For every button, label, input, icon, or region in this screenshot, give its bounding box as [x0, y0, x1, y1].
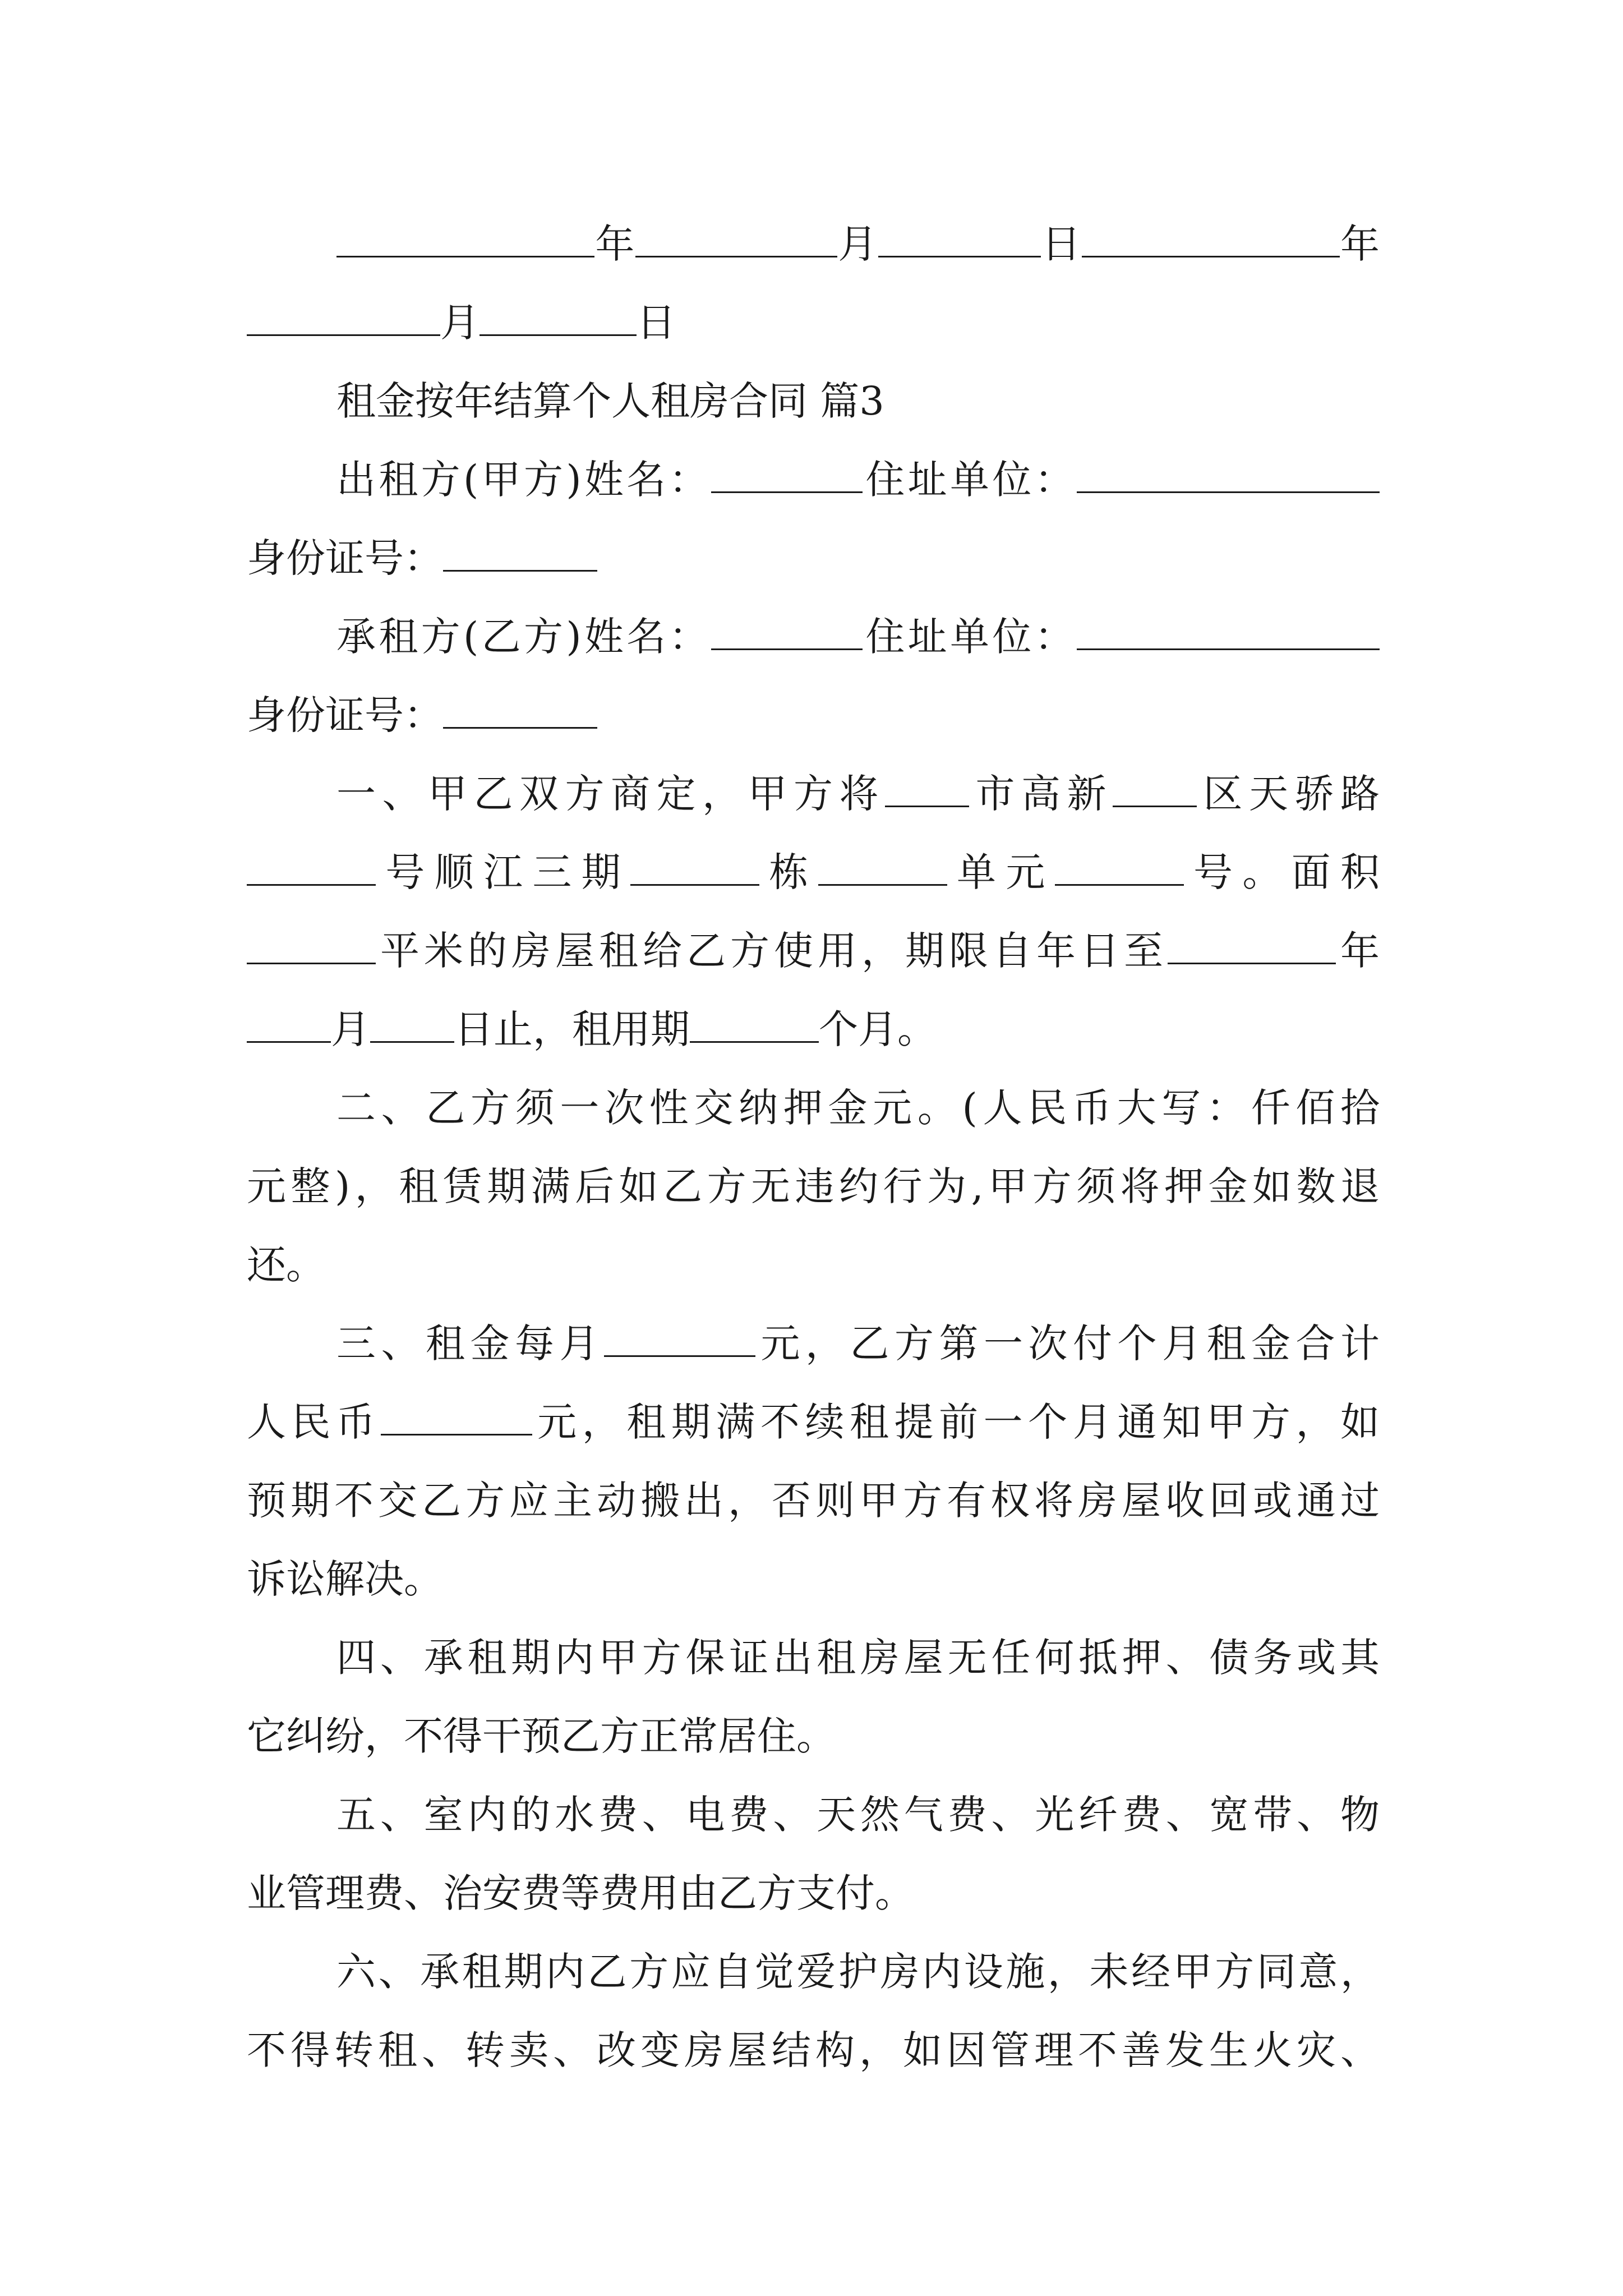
blank-field: [885, 772, 969, 807]
clause-4-line-1: 四、承租期内甲方保证出租房屋无任何抵押、债务或其: [336, 1635, 1380, 1681]
blank-field: [635, 222, 837, 257]
text: 年: [1336, 928, 1380, 974]
lessee-line: [336, 597, 1380, 676]
clause-3-line-3: 预期不交乙方应主动搬出，否则甲方有权将房屋收回或通过: [247, 1478, 1380, 1524]
blank-field: [1168, 929, 1336, 964]
clause-2-line-1: 二、乙方须一次性交纳押金元。(人民币大写：仟佰拾: [336, 1085, 1380, 1131]
blank-field: [370, 1007, 454, 1043]
blank-field: [1113, 772, 1197, 807]
lessor-address-label: 住址单位：: [862, 457, 1077, 503]
clause-1-line-2: [247, 833, 1380, 912]
lessee-name-label: 承租方(乙方)姓名：: [336, 614, 711, 660]
blank-field: [247, 301, 440, 336]
clause-5-line-1: 五、室内的水费、电费、天然气费、光纤费、宽带、物: [336, 1792, 1380, 1838]
blank-field: [818, 850, 947, 886]
blank-field: [878, 222, 1041, 257]
lessee-name-blank: [711, 615, 863, 650]
clause-6-line-1: 六、承租期内乙方应自觉爱护房内设施，未经甲方同意，: [336, 1949, 1380, 1995]
lessee-id-label: 身份证号：: [247, 692, 443, 738]
clause-1-line-3: [247, 912, 1380, 990]
text: 三、租金每月: [336, 1320, 604, 1366]
text: 市高新: [969, 771, 1113, 817]
text: 一、甲乙双方商定，甲方将: [336, 771, 885, 817]
clause-2-line-2: 元整)，租赁期满后如乙方无违约行为,甲方须将押金如数退: [247, 1163, 1380, 1209]
clause-3-line-4: 诉讼解决。: [247, 1556, 443, 1602]
text: 日: [1040, 221, 1082, 267]
text: 平米的房屋租给乙方使用，期限自年日至: [376, 928, 1168, 974]
clause-6-line-2: 不得转租、转卖、改变房屋结构，如因管理不善发生火灾、: [247, 2027, 1380, 2073]
clause-4-line-2: 它纠纷，不得干预乙方正常居住。: [247, 1713, 836, 1759]
lessor-id-line: [247, 519, 1380, 597]
text: 号。面积: [1183, 849, 1380, 895]
text: 区天骄路: [1197, 771, 1380, 817]
text: 日止，租用期: [454, 1006, 690, 1052]
lessee-id-line: [247, 676, 1380, 754]
text: 号顺江三期: [376, 849, 630, 895]
text: 年: [594, 221, 635, 267]
section-title: 租金按年结算个人租房合同 篇3: [336, 378, 884, 424]
lessor-name-blank: [711, 458, 863, 493]
date-line-1: [336, 205, 1380, 283]
date-line-2: [247, 283, 1380, 362]
clause-1-line-4: [247, 990, 1380, 1069]
text: 个月。: [819, 1006, 937, 1052]
lessor-id-label: 身份证号：: [247, 535, 443, 581]
text: 元，租期满不续租提前一个月通知甲方，如: [532, 1399, 1380, 1445]
blank-field: [690, 1007, 819, 1043]
blank-field: [336, 222, 594, 257]
lessor-address-blank: [1077, 458, 1380, 493]
text: 元，乙方第一次付个月租金合计: [755, 1320, 1380, 1366]
text: 单元: [947, 849, 1055, 895]
blank-field: [1082, 222, 1340, 257]
clause-1-line-1: [336, 754, 1380, 833]
text: 月: [331, 1006, 370, 1052]
text: 月: [440, 300, 479, 346]
lessor-line: [336, 440, 1380, 519]
blank-field: [247, 1007, 331, 1043]
text: 人民币: [247, 1399, 381, 1445]
blank-field: [479, 301, 637, 336]
blank-field: [247, 850, 376, 886]
lessee-id-blank: [443, 693, 597, 729]
blank-field: [381, 1400, 532, 1435]
lessor-id-blank: [443, 536, 597, 572]
blank-field: [630, 850, 759, 886]
lessee-address-blank: [1077, 615, 1380, 650]
clause-3-line-2: [247, 1383, 1380, 1461]
text: 日: [637, 300, 676, 346]
lessee-address-label: 住址单位：: [862, 614, 1077, 660]
clause-5-line-2: 业管理费、治安费等费用由乙方支付。: [247, 1870, 914, 1916]
clause-3-line-1: [336, 1304, 1380, 1383]
blank-field: [1055, 850, 1184, 886]
blank-field: [247, 929, 376, 964]
text: 月: [837, 221, 878, 267]
text: 栋: [759, 849, 818, 895]
text: 年: [1339, 221, 1380, 267]
blank-field: [604, 1322, 755, 1357]
lessor-name-label: 出租方(甲方)姓名：: [336, 457, 711, 503]
clause-2-line-3: 还。: [247, 1242, 325, 1288]
